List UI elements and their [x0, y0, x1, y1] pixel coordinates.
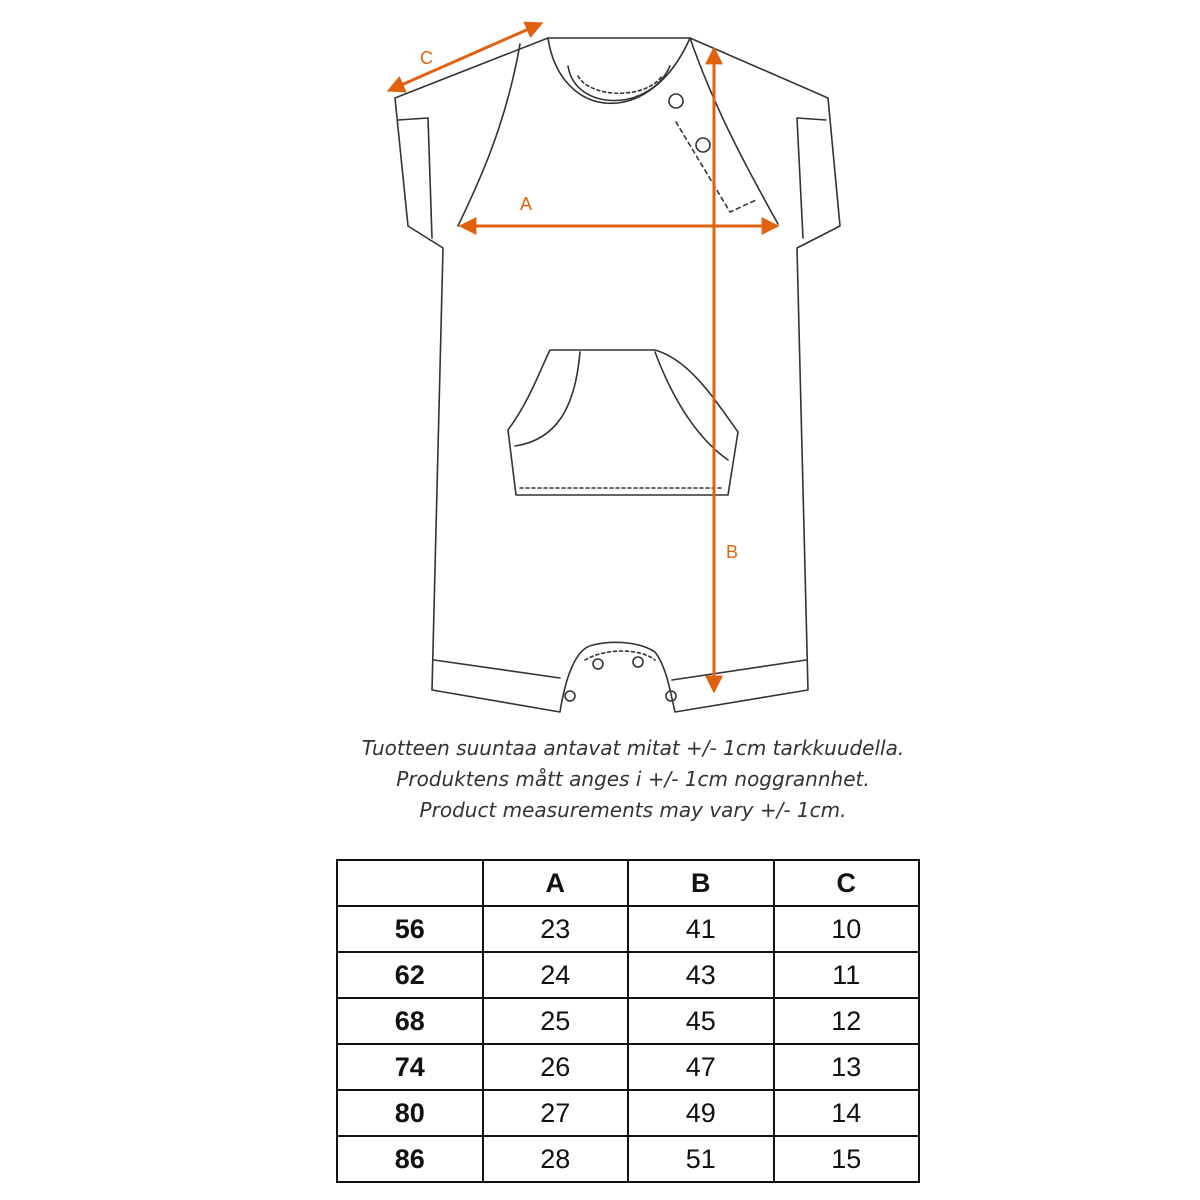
left-leg-band [434, 660, 560, 678]
value-a-cell: 26 [483, 1044, 629, 1090]
value-b-cell: 51 [628, 1136, 774, 1182]
size-cell: 56 [337, 906, 483, 952]
measure-c-label: C [420, 48, 433, 68]
measure-b-label: B [726, 542, 739, 562]
right-sleeve-cuff [797, 118, 826, 238]
value-a-cell: 24 [483, 952, 629, 998]
right-leg-band [672, 660, 806, 680]
table-row [337, 1136, 919, 1182]
value-a-cell: 28 [483, 1136, 629, 1182]
snap-button [696, 138, 710, 152]
table-header-row [337, 860, 919, 906]
romper-outline [395, 38, 840, 712]
value-c-cell: 15 [774, 1136, 920, 1182]
note-line-finnish: Tuotteen suuntaa antavat mitat +/- 1cm tarkkuudella. [361, 736, 905, 760]
measurement-arrows [390, 24, 776, 690]
size-cell: 62 [337, 952, 483, 998]
romper-body-outline [395, 38, 840, 712]
crotch-stitch [585, 651, 655, 660]
snap-button [593, 659, 603, 669]
snap-button [565, 691, 575, 701]
table-row [337, 906, 919, 952]
size-column-header [337, 860, 483, 906]
value-b-cell: 49 [628, 1090, 774, 1136]
value-b-cell: 41 [628, 906, 774, 952]
value-b-cell: 45 [628, 998, 774, 1044]
size-cell: 80 [337, 1090, 483, 1136]
table-row [337, 998, 919, 1044]
table-row [337, 952, 919, 998]
column-header-c: C [774, 860, 920, 906]
table-row [337, 1090, 919, 1136]
value-c-cell: 11 [774, 952, 920, 998]
size-cell: 74 [337, 1044, 483, 1090]
shoulder-placket [676, 122, 756, 212]
value-c-cell: 13 [774, 1044, 920, 1090]
size-cell: 68 [337, 998, 483, 1044]
value-c-cell: 14 [774, 1090, 920, 1136]
value-c-cell: 12 [774, 998, 920, 1044]
table-row [337, 1044, 919, 1090]
snap-button [669, 94, 683, 108]
pocket-opening-left [515, 352, 580, 446]
value-b-cell: 43 [628, 952, 774, 998]
column-header-a: A [483, 860, 629, 906]
size-table [336, 859, 920, 1183]
size-cell: 86 [337, 1136, 483, 1182]
value-a-cell: 27 [483, 1090, 629, 1136]
kangaroo-pocket [508, 350, 738, 495]
right-raglan-seam [690, 38, 778, 224]
measure-a-label: A [520, 194, 533, 214]
left-raglan-seam [458, 44, 520, 226]
pocket-opening-right [655, 352, 728, 460]
value-b-cell: 47 [628, 1044, 774, 1090]
value-a-cell: 25 [483, 998, 629, 1044]
note-line-swedish: Produktens mått anges i +/- 1cm noggrannhet. [396, 767, 870, 791]
value-c-cell: 10 [774, 906, 920, 952]
note-line-english: Product measurements may vary +/- 1cm. [419, 798, 847, 822]
column-header-b: B [628, 860, 774, 906]
value-a-cell: 23 [483, 906, 629, 952]
snap-button [633, 657, 643, 667]
measurement-note [0, 733, 1200, 826]
